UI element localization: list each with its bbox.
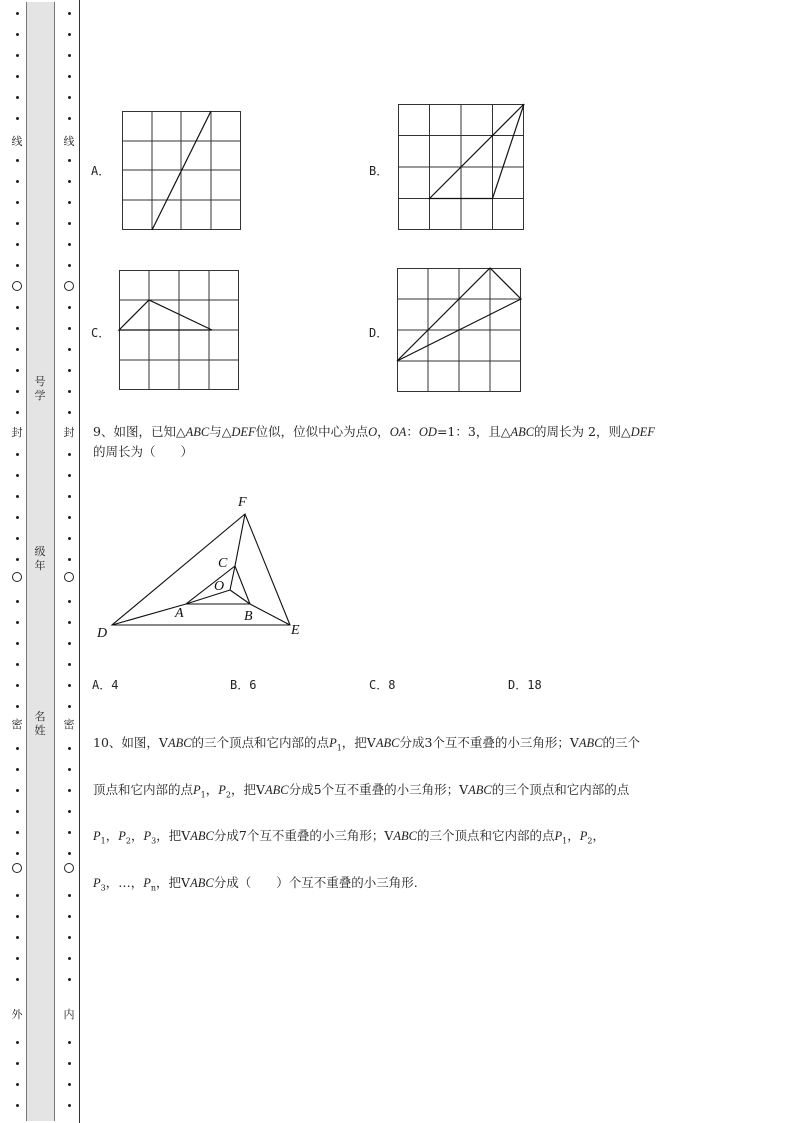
outer-mark-xian: 线 [11,135,23,148]
figure-label-a: A [175,606,184,621]
q8-option-c-label: C． [91,326,111,340]
binding-dot [68,663,71,666]
inner-mark-nei: 内 [63,1008,75,1021]
q8-option-a-label: A． [91,164,111,178]
binding-dot [16,1104,19,1107]
q9-answer-a: A．4 [92,678,119,692]
binding-dot [16,243,19,246]
binding-dot [68,747,71,750]
binding-dot [16,978,19,981]
binding-dot [68,537,71,540]
grade-field-label: 级年 [34,545,46,572]
binding-dot [16,495,19,498]
binding-dot [16,33,19,36]
binding-dot [16,348,19,351]
binding-dot [16,75,19,78]
binding-dot [16,12,19,15]
binding-dot [68,495,71,498]
inner-mark-feng: 封 [63,426,75,439]
binding-dot [68,1104,71,1107]
binding-dot [16,537,19,540]
binding-dot [68,411,71,414]
binding-dot [68,264,71,267]
binding-dot [16,96,19,99]
binding-dot [16,558,19,561]
binding-dot [16,621,19,624]
binding-dot [68,306,71,309]
q8-option-d-label: D． [369,326,389,340]
q9-answer-d: D．18 [508,678,542,692]
binding-dot [68,453,71,456]
binding-dot [16,159,19,162]
name-field-label: 名姓 [34,710,46,737]
inner-mark-mi: 密 [63,718,75,731]
inner-mark-xian: 线 [63,135,75,148]
binding-dot [68,558,71,561]
student-id-field-label: 号学 [34,375,46,402]
binding-dot [16,54,19,57]
binding-dot [68,978,71,981]
binding-dot [16,915,19,918]
binding-dot [16,789,19,792]
binding-dot [68,369,71,372]
binding-dot [16,747,19,750]
binding-dot [16,390,19,393]
inner-circle [64,863,74,873]
binding-dot [68,1041,71,1044]
binding-dot [16,810,19,813]
binding-dot [68,831,71,834]
figure-label-e: E [291,623,300,638]
binding-dot [16,1062,19,1065]
binding-dot [68,915,71,918]
binding-dot [16,1041,19,1044]
binding-dot [68,54,71,57]
binding-dot [68,75,71,78]
figure-label-f: F [238,495,247,510]
outer-circle [12,863,22,873]
binding-dot [16,663,19,666]
binding-dot [68,684,71,687]
binding-dot [68,894,71,897]
outer-mark-feng: 封 [11,426,23,439]
binding-dot [68,390,71,393]
binding-dot [68,789,71,792]
q8-option-b-label: B． [369,164,389,178]
binding-dot [16,453,19,456]
binding-dot [16,957,19,960]
binding-dot [68,180,71,183]
binding-dot [68,12,71,15]
binding-dot [68,768,71,771]
binding-dot [68,159,71,162]
binding-dot [16,1083,19,1086]
binding-dot [16,201,19,204]
binding-dot [16,327,19,330]
binding-dot [16,936,19,939]
binding-dot [68,600,71,603]
figure-label-b: B [244,609,253,624]
binding-dot [68,852,71,855]
binding-dot [16,222,19,225]
binding-dot [68,33,71,36]
binding-dot [68,621,71,624]
binding-dot [68,96,71,99]
binding-dot [16,264,19,267]
binding-dot [16,411,19,414]
q9-answer-b: B．6 [230,678,257,692]
q9-answer-c: C．8 [369,678,396,692]
binding-dot [68,1062,71,1065]
binding-dot [68,348,71,351]
figure-label-d: D [97,626,108,641]
binding-dot [16,705,19,708]
outer-mark-wai: 外 [11,1008,23,1021]
figure-label-c: C [218,556,228,571]
binding-dot [16,831,19,834]
binding-dot [68,222,71,225]
binding-dot [16,684,19,687]
figure-label-o: O [214,579,225,594]
binding-dot [68,243,71,246]
binding-dot [68,117,71,120]
binding-dot [16,642,19,645]
binding-dot [68,201,71,204]
binding-dot [16,180,19,183]
binding-dot [68,1083,71,1086]
q10-question-text: 10、如图，VABC的三个顶点和它内部的点$P_1$，把VABC分成3个互不重叠的小三角形；VABC的三个 顶点和它内部的点$P_1$，$P_2$，把VABC分成5个互不重叠的小三角形；VABC的三个顶点和它内部的点 $P_1$，$P_2$，$P_3$，把VABC分成7个互不重叠的小三角形；VABC的三个顶点和它内部的点$P_1$，$P_2$， $P_3$，…，$P_n$，把VABC分成（ ）个互不重叠的小三角形. [93,735,641,892]
binding-dot [16,306,19,309]
binding-dot [68,957,71,960]
binding-dot [68,810,71,813]
binding-dot [16,768,19,771]
q9-question-text: 9、如图，已知△ABC与△DEF位似，位似中心为点O，OA：OD=1：3，且△ABC的周长为 2，则△DEF 的周长为（ ） [93,424,655,459]
outer-mark-mi: 密 [11,718,23,731]
binding-dot [16,369,19,372]
binding-dot [68,705,71,708]
binding-dot [68,327,71,330]
binding-dot [16,117,19,120]
binding-dot [16,600,19,603]
binding-dot [16,516,19,519]
binding-dot [68,642,71,645]
binding-dot [68,474,71,477]
binding-dot [16,894,19,897]
binding-dot [16,852,19,855]
binding-dot [16,474,19,477]
binding-dot [68,516,71,519]
binding-dot [68,936,71,939]
